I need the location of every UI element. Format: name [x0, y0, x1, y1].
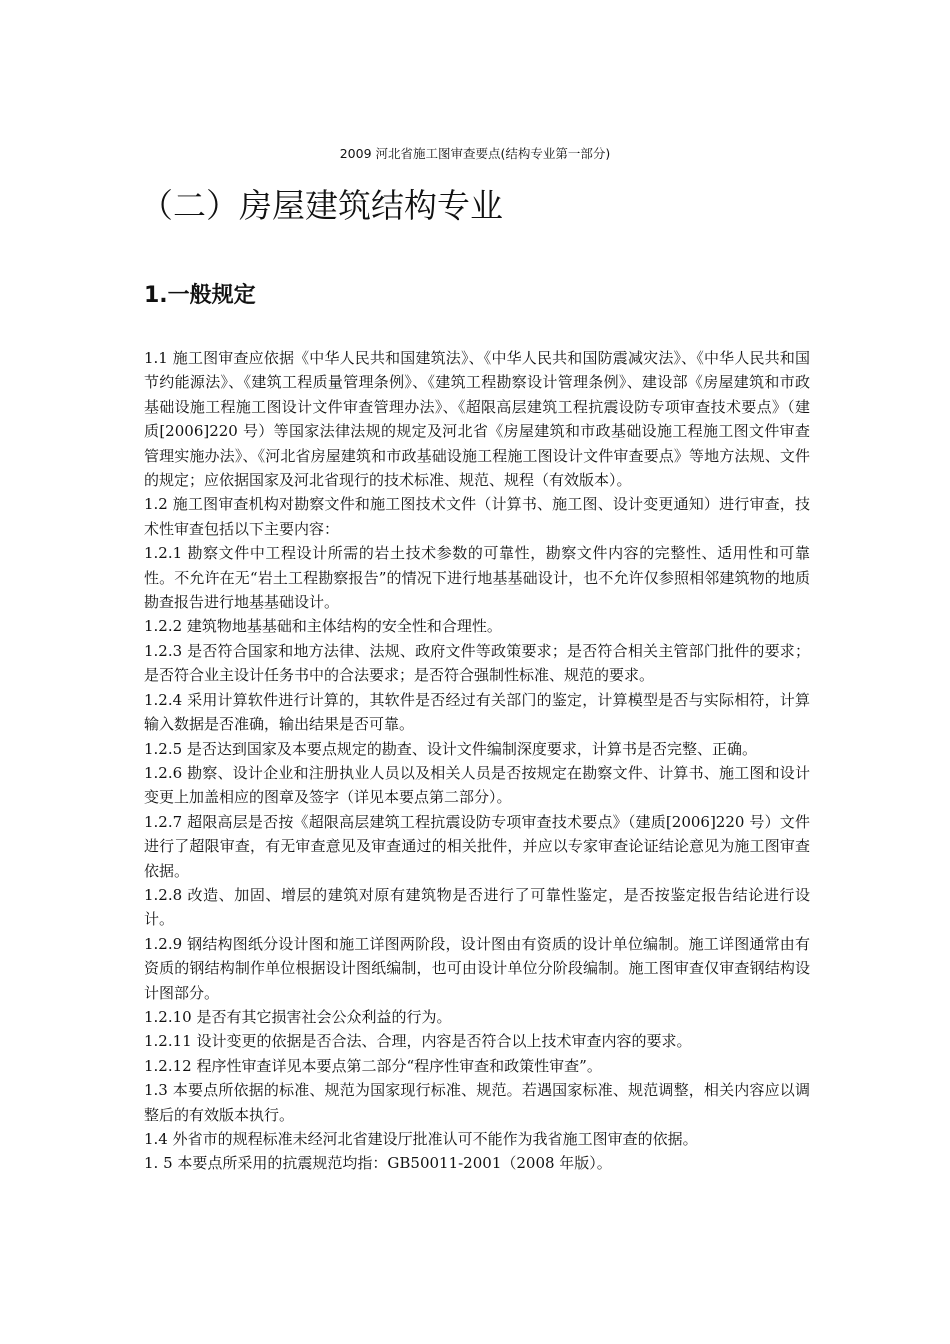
paragraph-1-2-12: 1.2.12 程序性审查详见本要点第二部分“程序性审查和政策性审查”。	[144, 1056, 602, 1075]
sub-heading: 1.一般规定	[144, 283, 256, 308]
paragraph-1-2-10: 1.2.10 是否有其它损害社会公众利益的行为。	[144, 1007, 452, 1026]
paragraph-1-2-8: 1.2.8 改造、加固、增层的建筑对原有建筑物是否进行了可靠性鉴定，是否按鉴定报告结论进行设计。	[144, 885, 810, 929]
paragraph-1-2-1: 1.2.1 勘察文件中工程设计所需的岩土技术参数的可靠性，勘察文件内容的完整性、适用性和可靠性。不允许在无“岩土工程勘察报告”的情况下进行地基基础设计，也不允许仅参照相邻建筑物的地质勘查报告进行地基基础设计。	[144, 544, 810, 612]
body-text	[144, 346, 810, 1176]
paragraph-1-1: 1.1 施工图审查应依据《中华人民共和国建筑法》、《中华人民共和国防震减灾法》、《中华人民共和国节约能源法》、《建筑工程质量管理条例》、《建筑工程勘察设计管理条例》、建设部《房屋建筑和市政基础设施工程施工图设计文件审查管理办法》、《超限高层建筑工程抗震设防专项审查技术要点》（建质[2006]220 号）等国家法律法规的规定及河北省《房屋建筑和市政基础设施工程施工图文件审查管理实施办法》、《河北省房屋建筑和市政基础设施工程施工图设计文件审查要点》等地方法规、文件的规定；应依据国家及河北省现行的技术标准、规范、规程（有效版本）。	[144, 349, 810, 490]
paragraph-1-2: 1.2 施工图审查机构对勘察文件和施工图技术文件（计算书、施工图、设计变更通知）进行审查，技术性审查包括以下主要内容：	[144, 495, 810, 538]
paragraph-1-2-3: 1.2.3 是否符合国家和地方法律、法规、政府文件等政策要求；是否符合相关主管部门批件的要求；是否符合业主设计任务书中的合法要求；是否符合强制性标准、规范的要求。	[144, 641, 810, 685]
paragraph-1-2-4: 1.2.4 采用计算软件进行计算的，其软件是否经过有关部门的鉴定，计算模型是否与实际相符，计算输入数据是否准确，输出结果是否可靠。	[144, 690, 810, 734]
paragraph-1-2-9: 1.2.9 钢结构图纸分设计图和施工详图两阶段，设计图由有资质的设计单位编制。施工详图通常由有资质的钢结构制作单位根据设计图纸编制，也可由设计单位分阶段编制。施工图审查仅审查钢结构设计图部分。	[144, 934, 810, 1002]
paragraph-1-2-6: 1.2.6 勘察、设计企业和注册执业人员以及相关人员是否按规定在勘察文件、计算书、施工图和设计变更上加盖相应的图章及签字（详见本要点第二部分）。	[144, 763, 810, 807]
paragraph-1-2-5: 1.2.5 是否达到国家及本要点规定的勘查、设计文件编制深度要求，计算书是否完整、正确。	[144, 739, 757, 758]
paragraph-1-2-2: 1.2.2 建筑物地基基础和主体结构的安全性和合理性。	[144, 617, 502, 636]
paragraph-1-4: 1.4 外省市的规程标准未经河北省建设厅批准认可不能作为我省施工图审查的依据。	[144, 1130, 698, 1148]
running-header: 2009 河北省施工图审查要点(结构专业第一部分)	[339, 146, 611, 161]
paragraph-1-5: 1. 5 本要点所采用的抗震规范均指：GB50011-2001（2008 年版）。	[144, 1154, 612, 1173]
paragraph-1-3: 1.3 本要点所依据的标准、规范为国家现行标准、规范。若遇国家标准、规范调整，相关内容应以调整后的有效版本执行。	[144, 1081, 810, 1124]
section-title: （二）房屋建筑结构专业	[140, 186, 503, 225]
paragraph-1-2-7: 1.2.7 超限高层是否按《超限高层建筑工程抗震设防专项审查技术要点》（建质[2006]220 号）文件进行了超限审查，有无审查意见及审查通过的相关批件，并应以专家审查论证结论意见为施工图审查依据。	[144, 812, 810, 880]
paragraph-1-2-11: 1.2.11 设计变更的依据是否合法、合理，内容是否符合以上技术审查内容的要求。	[144, 1032, 692, 1051]
